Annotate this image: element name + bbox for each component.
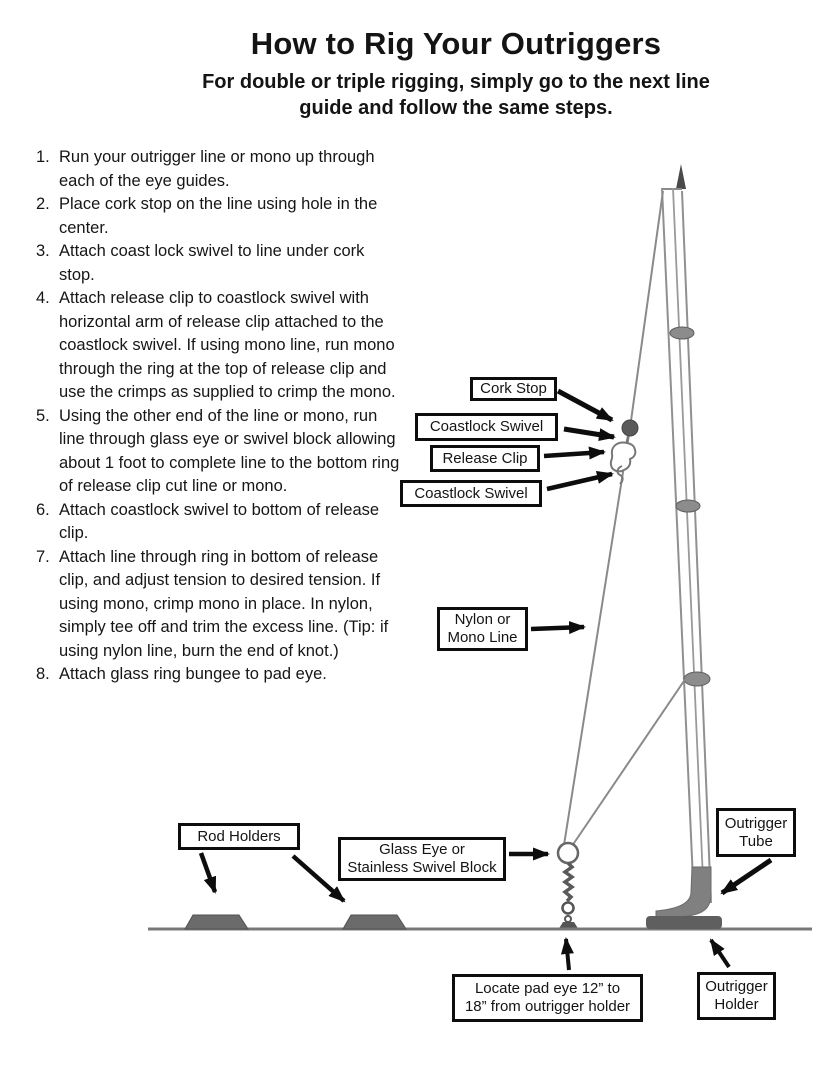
label-text: Coastlock Swivel [429,418,544,435]
bungee-cord [565,863,572,901]
rod-holder-right [343,915,406,929]
label-line-1: Outrigger [705,978,768,995]
step-text: Attach line through ring in bottom of release clip, and adjust tension to desired tension. If using mono, crimp mono in place. In nylon, simply tee off and trim the excess line. (Tip: if using nylon line, burn the end of knot.) [59,547,389,660]
arrow-release-clip [544,452,604,456]
step-text: Attach coast lock swivel to line under cork stop. [59,242,365,284]
label-line-1: Nylon or [454,611,511,628]
label-line-2: 18” from outrigger holder [464,998,631,1015]
glass-eye-assembly [558,843,579,930]
pad-eye-loop [565,916,571,922]
step-text: Attach release clip to coastlock swivel with horizontal arm of release clip attached to the coastlock swivel. If using mono line, run mono through the ring at the top of release clip and use the crimps as supplied to crimp the mono. [59,289,396,401]
step-number: 6. [36,500,50,519]
line-hardware [611,420,638,484]
pole-tip [676,164,686,189]
label-line-2: Tube [739,832,773,850]
rod-holders-label [178,823,300,850]
step-number: 7. [36,547,50,566]
outrigger-tube-shape [656,867,711,919]
pole-ferrule-joint-3 [684,672,710,686]
nylon-mono-line-label [437,607,528,651]
coastlock-swivel-bottom-label [400,480,542,507]
step-text: Attach glass ring bungee to pad eye. [59,665,327,683]
outrigger-tube-holder [646,867,722,929]
label-text: Cork Stop [480,380,547,397]
label-line-1: Outrigger [724,814,788,832]
step-number: 2. [36,195,50,213]
label-line-1: Locate pad eye 12” to [474,980,621,997]
glass-eye-label [338,837,506,881]
arrow-rod-holder-left [201,853,215,892]
cork-stop-ball [622,420,638,436]
arrow-pad-eye [566,939,569,970]
label-text: Rod Holders [197,827,281,845]
nylon-mono-line-path [564,191,663,845]
subtitle-line-1: For double or triple rigging, simply go to the next line [202,71,710,93]
glass-ring [563,903,574,914]
step-number: 8. [36,665,50,683]
release-clip-label [430,445,540,472]
label-text: Coastlock Swivel [414,484,528,502]
outrigger-holder-label [697,972,776,1020]
arrow-coastlock-swivel-top [564,429,614,437]
pole-edge-right [682,191,711,903]
page-title: How to Rig Your Outriggers [250,26,662,61]
outrigger-holder-base [646,916,722,929]
arrow-coastlock-swivel-bottom [547,474,612,489]
return-line-to-pole [572,678,686,846]
step-number: 1. [36,148,50,166]
step-number: 3. [36,242,50,260]
outrigger-pole [662,164,711,903]
step-text: Place cork stop on the line using hole in the center. [59,195,378,237]
label-line-2: Mono Line [447,629,518,646]
cork-stop-label [470,377,557,401]
arrow-rod-holder-right [293,856,344,901]
glass-eye-ring [558,843,578,863]
rod-holder-left [185,915,248,929]
step-text: Attach coastlock swivel to bottom of release clip. [59,500,380,542]
subtitle-line-2: guide and follow the same steps. [299,97,613,119]
label-line-2: Holder [714,996,759,1013]
label-line-2: Stainless Swivel Block [347,859,497,876]
arrow-cork-stop [558,391,612,420]
arrow-outrigger-tube [722,860,771,893]
release-clip-shape [611,443,636,472]
pole-ferrule-joint-1 [670,327,694,339]
label-line-1: Glass Eye or [379,841,465,858]
step-text: Run your outrigger line or mono up through each of the eye guides. [59,148,375,190]
locate-pad-eye-label [452,974,643,1022]
arrow-nylon-mono-line [531,627,584,629]
outrigger-tube-label [716,808,796,857]
label-text: Release Clip [442,449,528,467]
coastlock-swivel-top-label [415,413,558,441]
step-text: Using the other end of the line or mono, run line through glass eye or swivel block allowing about 1 foot to complete line to the bottom ring of release clip cut line or mono. [59,406,400,495]
rigging-line [564,191,686,846]
step-number: 4. [36,289,50,307]
step-number: 5. [36,406,50,425]
pole-ferrule-joint-2 [676,500,700,512]
arrow-outrigger-holder [711,940,729,967]
